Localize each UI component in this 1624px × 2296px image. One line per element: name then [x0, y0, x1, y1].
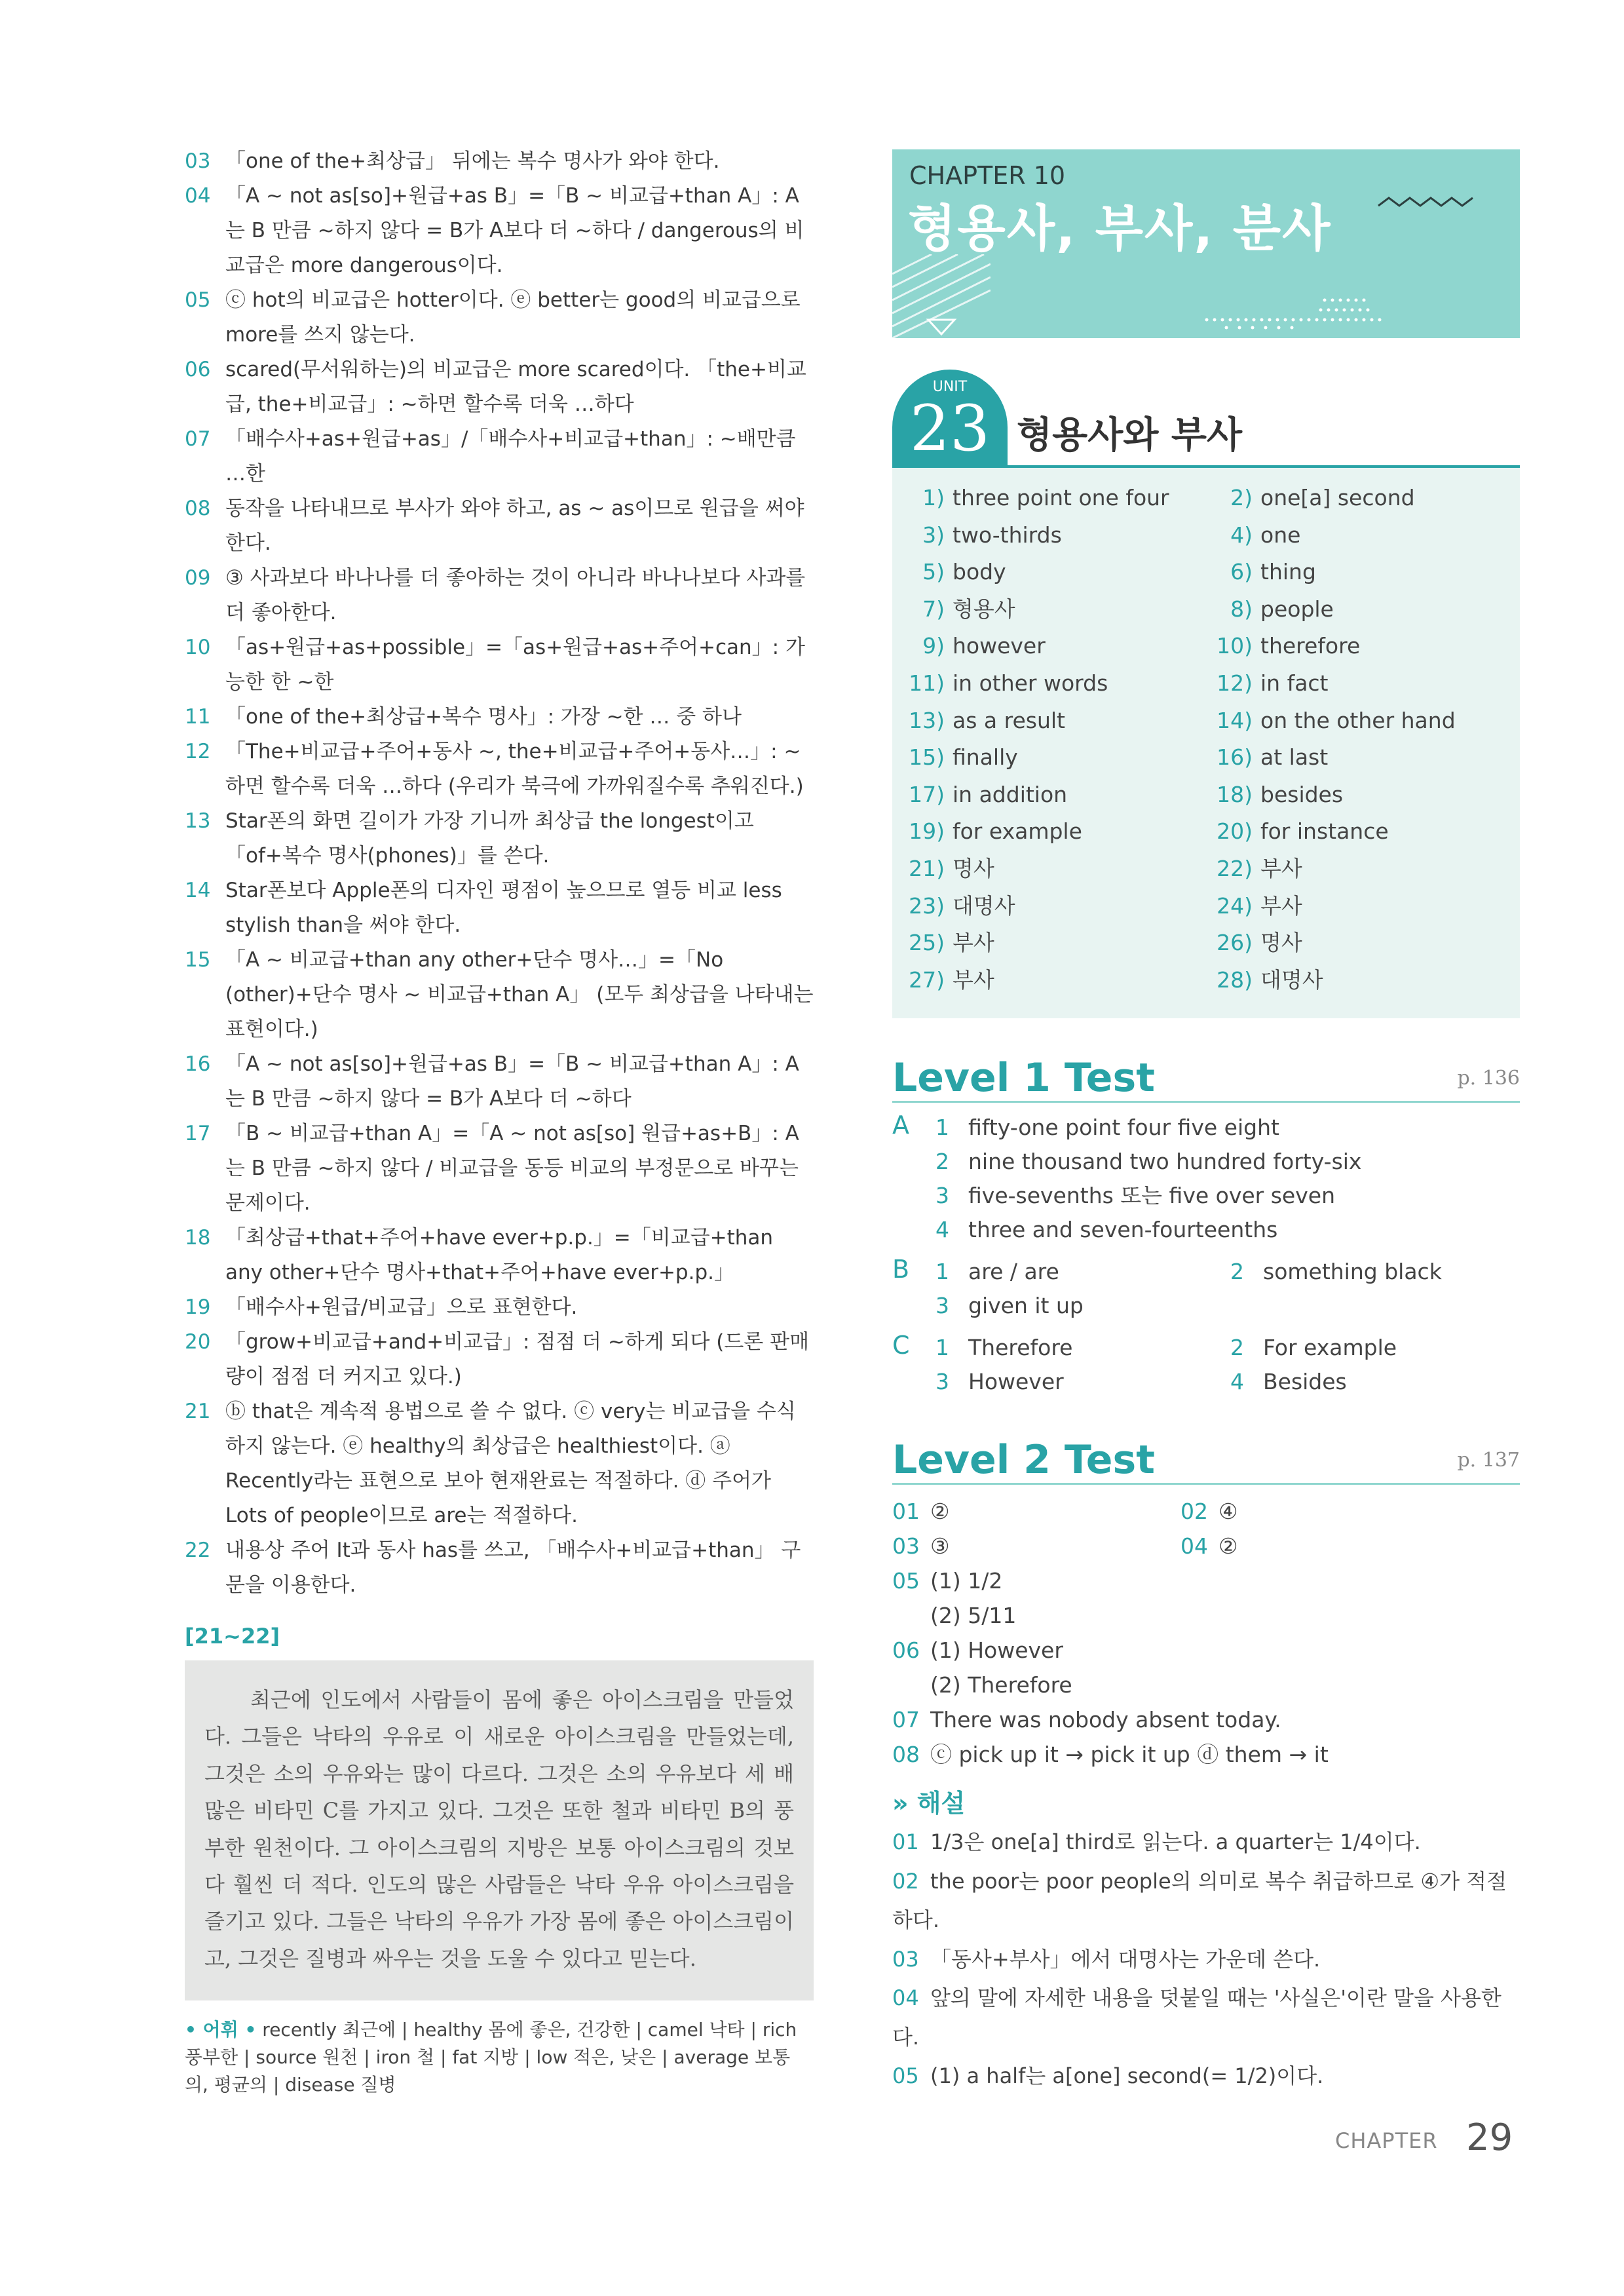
explanation-number: 19 [185, 1295, 211, 1319]
vocabulary-note [185, 2016, 814, 2099]
hatch-decoration-icon [892, 254, 991, 338]
answer-text: for instance [1260, 818, 1389, 845]
level1-answers [892, 1111, 1520, 1399]
answer-text: however [953, 633, 1046, 659]
answer-number: 1 [935, 1259, 949, 1285]
explanation-item [185, 422, 814, 491]
explanation-item [185, 700, 814, 735]
answer-number: 11) [909, 670, 945, 696]
explanation-number: 21 [185, 1400, 211, 1423]
explanation-number: 09 [185, 566, 211, 590]
answer-text: 대명사 [1260, 966, 1323, 993]
answer-text: besides [1260, 781, 1344, 807]
answer-text: thing [1260, 559, 1316, 585]
answer-text: therefore [1260, 633, 1361, 659]
vocabulary-label: • 어휘 • [185, 2019, 257, 2041]
level1-answer-item [935, 1145, 1512, 1179]
level2-explanations [892, 1823, 1520, 2096]
answer-text: at last [1260, 744, 1329, 771]
unit-answer-item [908, 702, 1216, 740]
answer-number: 21) [909, 855, 945, 881]
explanation-number: 03 [185, 149, 211, 173]
explanation-number: 20 [185, 1330, 211, 1354]
answer-text: fifty-one point four five eight [968, 1115, 1279, 1141]
answer-number: 26) [1217, 930, 1253, 956]
answer-number: 1 [935, 1115, 949, 1141]
explanation-text: 「배수사+원급/비교급」으로 표현한다. [225, 1295, 578, 1319]
explanation-item [892, 1940, 1520, 1980]
group-items [935, 1331, 1512, 1399]
level2-answer-item [892, 1494, 1180, 1529]
answer-number: 06 [892, 1637, 920, 1664]
explanation-number: 02 [892, 1868, 919, 1894]
unit-answer-item [908, 480, 1216, 517]
answer-text: 대명사 [953, 892, 1015, 919]
footer-chapter-label: CHAPTER [1335, 2128, 1438, 2153]
answer-text: There was nobody absent today. [930, 1707, 1281, 1733]
level1-header [892, 1055, 1520, 1103]
explanation-item [185, 1047, 814, 1117]
level2-answer-06-sub: (2) Therefore [930, 1672, 1072, 1698]
explanation-text: 「grow+비교급+and+비교급」: 점점 더 ~하게 되다 (드론 판매량이 점점 더 커지고 있다.) [225, 1330, 810, 1388]
answer-number: 10) [1217, 633, 1253, 659]
answer-text: are / are [968, 1259, 1059, 1285]
wave-decoration-icon [1377, 193, 1475, 212]
unit-answer-item [908, 665, 1216, 702]
level2-answer-item [892, 1529, 1180, 1563]
explanation-number: 04 [892, 1985, 919, 2011]
unit-answer-item [1216, 665, 1504, 702]
explanation-heading [892, 1784, 1520, 1823]
unit-answer-item [1216, 517, 1504, 554]
explanation-text: 「as+원급+as+possible」=「as+원급+as+주어+can」: 가능한 한 ~한 [225, 636, 805, 694]
answer-number: 01 [892, 1499, 920, 1525]
explanation-item [185, 491, 814, 561]
explanation-text: the poor는 poor people의 의미로 복수 취급하므로 ④가 적절하다. [892, 1868, 1507, 1933]
chapter-banner [892, 149, 1520, 338]
level1-answer-item [1230, 1331, 1512, 1365]
level1-title: Level 1 Test [892, 1055, 1155, 1101]
unit-answer-item [908, 517, 1216, 554]
explanation-item [185, 179, 814, 283]
explanation-item [892, 1862, 1520, 1940]
unit-answer-item [908, 554, 1216, 591]
answer-text: ③ [930, 1533, 950, 1559]
level1-answer-item [1230, 1255, 1512, 1289]
level1-answer-item [935, 1213, 1512, 1247]
answer-text: people [1260, 596, 1334, 622]
explanation-item [185, 561, 814, 630]
answer-text: ② [1218, 1533, 1238, 1559]
answer-text: For example [1263, 1335, 1397, 1361]
answer-number: 03 [892, 1533, 920, 1559]
level1-answer-item [935, 1289, 1230, 1323]
unit-title: 형용사와 부사 [1017, 414, 1243, 457]
explanation-text: 「A ~ not as[so]+원급+as B」=「B ~ 비교급+than A」: A는 B 만큼 ~하지 않다 = B가 A보다 더 ~하다 / dangerous의 비교급은 more dangerous이다. [225, 184, 804, 277]
unit-answer-item [1216, 888, 1504, 925]
answer-number: 2 [935, 1149, 949, 1175]
answer-number: 1 [935, 1335, 949, 1361]
explanation-item [185, 144, 814, 179]
explanation-item [185, 735, 814, 804]
unit-answer-item [1216, 554, 1504, 591]
answer-number: 5) [922, 559, 945, 585]
explanation-item [185, 943, 814, 1047]
explanation-item [185, 1325, 814, 1394]
answer-number: 7) [922, 596, 945, 622]
explanation-text: 「A ~ 비교급+than any other+단수 명사…」=「No (other)+단수 명사 ~ 비교급+than A」 (모두 최상급을 나타내는 표현이다.) [225, 948, 814, 1041]
explanation-text: Star폰보다 Apple폰의 디자인 평점이 높으므로 열등 비교 less stylish than을 써야 한다. [225, 879, 782, 937]
answer-text: in other words [953, 670, 1108, 696]
answer-number: 18) [1217, 781, 1253, 807]
answer-text: ② [930, 1499, 950, 1525]
answer-number: 20) [1217, 818, 1253, 845]
answer-number: 3 [935, 1369, 949, 1395]
answer-text: three and seven-fourteenths [968, 1217, 1278, 1243]
answer-number: 6) [1230, 559, 1253, 585]
answer-number: 04 [1180, 1533, 1208, 1559]
group-letter: B [892, 1255, 910, 1284]
level2-title: Level 2 Test [892, 1437, 1155, 1483]
level2-answer-item [1180, 1494, 1469, 1529]
explanation-item [185, 1394, 814, 1533]
answer-text: in fact [1260, 670, 1329, 696]
answer-text: 형용사 [953, 596, 1015, 622]
explanation-text: ⓑ that은 계속적 용법으로 쓸 수 없다. ⓒ very는 비교급을 수식하지 않는다. ⓔ healthy의 최상급은 healthiest이다. ⓐ Recently라는 표현으로 보아 현재완료는 적절하다. ⓓ 주어가 Lots of people이므로 are는 적절하다. [225, 1400, 796, 1527]
answer-number: 07 [892, 1707, 920, 1733]
explanation-text: ⓒ hot의 비교급은 hotter이다. ⓔ better는 good의 비교급으로 more를 쓰지 않는다. [225, 288, 801, 347]
level1-answer-item [1230, 1365, 1512, 1399]
explanation-text: 「동사+부사」에서 대명사는 가운데 쓴다. [930, 1946, 1321, 1972]
answer-number: 05 [892, 1568, 920, 1594]
unit-answers [892, 468, 1520, 1018]
answer-number: 14) [1217, 707, 1253, 733]
answer-text: ④ [1218, 1499, 1238, 1525]
answer-number: 8) [1230, 596, 1253, 622]
level2-answer-item [1180, 1529, 1469, 1563]
answer-number: 13) [909, 707, 945, 733]
level1-answer-item [935, 1179, 1512, 1213]
passage-label: [21~22] [185, 1624, 280, 1649]
explanation-number: 08 [185, 497, 211, 520]
unit-answer-item [908, 962, 1216, 999]
answer-text: given it up [968, 1293, 1084, 1319]
explanation-text: scared(무서워하는)의 비교급은 more scared이다. 「the+비교급, the+비교급」: ~하면 할수록 더욱 …하다 [225, 358, 806, 416]
answer-text: Therefore [968, 1335, 1073, 1361]
explanation-text: (1) a half는 a[one] second(= 1/2)이다. [930, 2063, 1324, 2089]
explanation-item [185, 630, 814, 700]
explanation-number: 04 [185, 184, 211, 208]
answer-text: in addition [953, 781, 1068, 807]
answer-text: one[a] second [1260, 485, 1415, 510]
answer-number: 2 [1230, 1335, 1244, 1361]
explanation-item [892, 1979, 1520, 2057]
answer-text: two-thirds [953, 522, 1062, 548]
answer-number: 4) [1230, 522, 1253, 548]
explanation-number: 10 [185, 636, 211, 659]
answer-number: 08 [892, 1742, 920, 1768]
page-number: 29 [1466, 2116, 1513, 2159]
answer-number: 1) [922, 485, 945, 510]
explanation-number: 01 [892, 1829, 919, 1855]
answer-number: 23) [909, 892, 945, 919]
explanation-text: 「A ~ not as[so]+원급+as B」=「B ~ 비교급+than A」: A는 B 만큼 ~하지 않다 = B가 A보다 더 ~하다 [225, 1052, 799, 1111]
answer-text: 부사 [1260, 892, 1302, 919]
answer-text: 부사 [953, 930, 994, 956]
unit-answer-item [1216, 480, 1504, 517]
explanation-item [185, 873, 814, 943]
level2-page-ref: p. 137 [1457, 1449, 1520, 1472]
answer-text: one [1260, 522, 1301, 548]
explanation-item [892, 2057, 1520, 2096]
explanation-number: 14 [185, 879, 211, 902]
level2-answer-05-sub: (2) 5/11 [930, 1603, 1017, 1629]
explanation-number: 07 [185, 427, 211, 451]
unit-answer-item [908, 925, 1216, 962]
answer-text: something black [1263, 1259, 1442, 1285]
answer-number: 16) [1217, 744, 1253, 771]
explanation-text: 동작을 나타내므로 부사가 와야 하고, as ~ as이므로 원급을 써야 한다. [225, 497, 804, 555]
level2-answer-07 [892, 1702, 1520, 1737]
vocabulary-text: recently 최근에 | healthy 몸에 좋은, 건강한 | camel 낙타 | rich 풍부한 | source 원천 | iron 철 | fat 지방 | low 적은, 낮은 | average 보통의, 평균의 | disease 질병 [185, 2019, 797, 2096]
answer-number: 3) [922, 522, 945, 548]
explanation-item [185, 1117, 814, 1221]
answer-text: three point one four [953, 485, 1169, 510]
unit-answer-item [1216, 591, 1504, 628]
answer-number: 2) [1230, 485, 1253, 510]
group-items [935, 1255, 1512, 1323]
answer-number: 12) [1217, 670, 1253, 696]
explanation-text: ③ 사과보다 바나나를 더 좋아하는 것이 아니라 바나나보다 사과를 더 좋아한다. [225, 566, 806, 624]
answer-text: for example [953, 818, 1082, 845]
answer-number: 4 [935, 1217, 949, 1243]
level1-group-c [892, 1331, 1520, 1399]
explanation-item [185, 1290, 814, 1325]
explanation-item [185, 353, 814, 422]
level2-answer-grid [892, 1494, 1520, 1563]
explanation-text: 「B ~ 비교급+than A」=「A ~ not as[so] 원급+as+B」: A는 B 만큼 ~하지 않다 / 비교급을 동등 비교의 부정문으로 바꾸는 문제이다. [225, 1122, 799, 1215]
answer-text: five-sevenths 또는 five over seven [968, 1183, 1335, 1209]
left-column [185, 144, 814, 2099]
answer-text: However [968, 1369, 1064, 1395]
double-chevron-icon: » [892, 1789, 909, 1818]
answer-number: 9) [922, 633, 945, 659]
unit-answer-item [908, 888, 1216, 925]
explanation-list [185, 144, 814, 1603]
answer-text: Besides [1263, 1369, 1347, 1395]
unit-answer-item [1216, 702, 1504, 740]
explanation-item [185, 1533, 814, 1603]
answer-text: finally [953, 744, 1018, 771]
level1-group-a [892, 1111, 1520, 1247]
explanation-number: 05 [185, 288, 211, 312]
chapter-title: 형용사, 부사, 분사 [908, 199, 1332, 258]
unit-answer-item [1216, 851, 1504, 888]
answer-number: 28) [1217, 966, 1253, 993]
unit-answer-item [908, 628, 1216, 665]
level2-header [892, 1437, 1520, 1485]
answer-number: 24) [1217, 892, 1253, 919]
answer-number: 15) [909, 744, 945, 771]
explanation-text: Star폰의 화면 길이가 가장 기니까 최상급 the longest이고 「of+복수 명사(phones)」를 쓴다. [225, 809, 754, 868]
unit-badge-label: UNIT [932, 379, 968, 395]
answer-text: 부사 [953, 966, 994, 993]
answer-number: 2 [1230, 1259, 1244, 1285]
answer-text: on the other hand [1260, 707, 1456, 733]
explanation-text: 「one of the+최상급」 뒤에는 복수 명사가 와야 한다. [225, 149, 720, 173]
unit-answer-item [1216, 739, 1504, 776]
level2-answer-08 [892, 1737, 1520, 1772]
level1-answer-item [935, 1331, 1230, 1365]
answer-number: 22) [1217, 855, 1253, 881]
right-column [892, 149, 1520, 2096]
explanation-number: 15 [185, 948, 211, 972]
unit-number: 23 [909, 392, 991, 465]
answer-text: body [953, 559, 1006, 585]
unit-answer-item [1216, 776, 1504, 814]
explanation-item [185, 283, 814, 353]
unit-answer-item [908, 851, 1216, 888]
explanation-number: 16 [185, 1052, 211, 1076]
answer-number: 25) [909, 930, 945, 956]
explanation-number: 12 [185, 740, 211, 763]
explanation-item [185, 804, 814, 873]
dots-decoration-icon [1200, 294, 1397, 333]
explanation-number: 13 [185, 809, 211, 833]
level1-answer-item [935, 1255, 1230, 1289]
unit-answer-item [1216, 813, 1504, 851]
explanation-text: 1/3은 one[a] third로 읽는다. a quarter는 1/4이다. [930, 1829, 1421, 1855]
explanation-text: 「배수사+as+원급+as」/「배수사+비교급+than」: ~배만큼 …한 [225, 427, 796, 486]
explanation-text: 「one of the+최상급+복수 명사」: 가장 ~한 … 중 하나 [225, 705, 742, 729]
explanation-text: 「The+비교급+주어+동사 ~, the+비교급+주어+동사…」: ~하면 할수록 더욱 …하다 (우리가 북극에 가까워질수록 추워진다.) [225, 740, 804, 798]
unit-header [892, 370, 1520, 468]
answer-text: nine thousand two hundred forty-six [968, 1149, 1362, 1175]
explanation-number: 18 [185, 1226, 211, 1250]
answer-text: 부사 [1260, 855, 1302, 881]
explanation-item [185, 1221, 814, 1290]
answer-text: as a result [953, 707, 1065, 733]
explanation-number: 17 [185, 1122, 211, 1145]
explanation-text: 앞의 말에 자세한 내용을 덧붙일 때는 '사실은'이란 말을 사용한다. [892, 1985, 1501, 2050]
answer-text: ⓒ pick up it → pick it up ⓓ them → it [930, 1742, 1329, 1768]
level1-group-b [892, 1255, 1520, 1323]
unit-answer-item [908, 591, 1216, 628]
level1-answer-item [935, 1365, 1230, 1399]
level2-answer-05 [892, 1563, 1520, 1598]
chapter-label: CHAPTER 10 [909, 161, 1066, 190]
explanation-number: 22 [185, 1539, 211, 1562]
answer-text: 명사 [953, 855, 994, 881]
level1-answer-item [935, 1111, 1512, 1145]
unit-answer-item [908, 776, 1216, 814]
answer-number: 17) [909, 781, 945, 807]
group-letter: C [892, 1331, 910, 1360]
explanation-number: 03 [892, 1946, 919, 1972]
answer-number: 3 [935, 1293, 949, 1319]
unit-underline [1008, 465, 1520, 468]
answer-number: 3 [935, 1183, 949, 1209]
level2-answer-06 [892, 1633, 1520, 1668]
unit-answer-item [1216, 628, 1504, 665]
group-items [935, 1111, 1512, 1247]
answer-number: 02 [1180, 1499, 1208, 1525]
answer-text: (1) 1/2 [930, 1568, 1003, 1594]
explanation-number: 05 [892, 2063, 919, 2089]
explanation-item [892, 1823, 1520, 1862]
explanation-text: 「최상급+that+주어+have ever+p.p.」=「비교급+than any other+단수 명사+that+주어+have ever+p.p.」 [225, 1226, 774, 1284]
answer-text: (1) However [930, 1637, 1063, 1664]
explanation-number: 06 [185, 358, 211, 381]
answer-number: 4 [1230, 1369, 1244, 1395]
passage-translation: 최근에 인도에서 사람들이 몸에 좋은 아이스크림을 만들었다. 그들은 낙타의 우유로 이 새로운 아이스크림을 만들었는데, 그것은 소의 우유와는 많이 다르다. 그것은 소의 우유보다 세 배 많은 비타민 C를 가지고 있다. 그것은 또한 철과 비타민 B의 풍부한 원천이다. 그 아이스크림의 지방은 보통 아이스크림의 것보다 훨씬 더 적다. 인도의 많은 사람들은 낙타 우유 아이스크림을 즐기고 있다. 그들은 낙타의 우유가 가장 몸에 좋은 아이스크림이고, 그것은 질병과 싸우는 것을 도울 수 있다고 믿는다. [185, 1660, 814, 2000]
explanation-heading-label: 해설 [916, 1789, 966, 1818]
answer-number: 19) [909, 818, 945, 845]
unit-answer-item [1216, 925, 1504, 962]
explanation-text: 내용상 주어 It과 동사 has를 쓰고, 「배수사+비교급+than」 구문을 이용한다. [225, 1539, 801, 1597]
unit-answer-item [1216, 962, 1504, 999]
unit-answer-item [908, 813, 1216, 851]
level1-page-ref: p. 136 [1457, 1067, 1520, 1090]
group-letter: A [892, 1111, 909, 1140]
unit-answer-item [908, 739, 1216, 776]
answer-number: 27) [909, 966, 945, 993]
explanation-number: 11 [185, 705, 211, 729]
answer-text: 명사 [1260, 930, 1302, 956]
